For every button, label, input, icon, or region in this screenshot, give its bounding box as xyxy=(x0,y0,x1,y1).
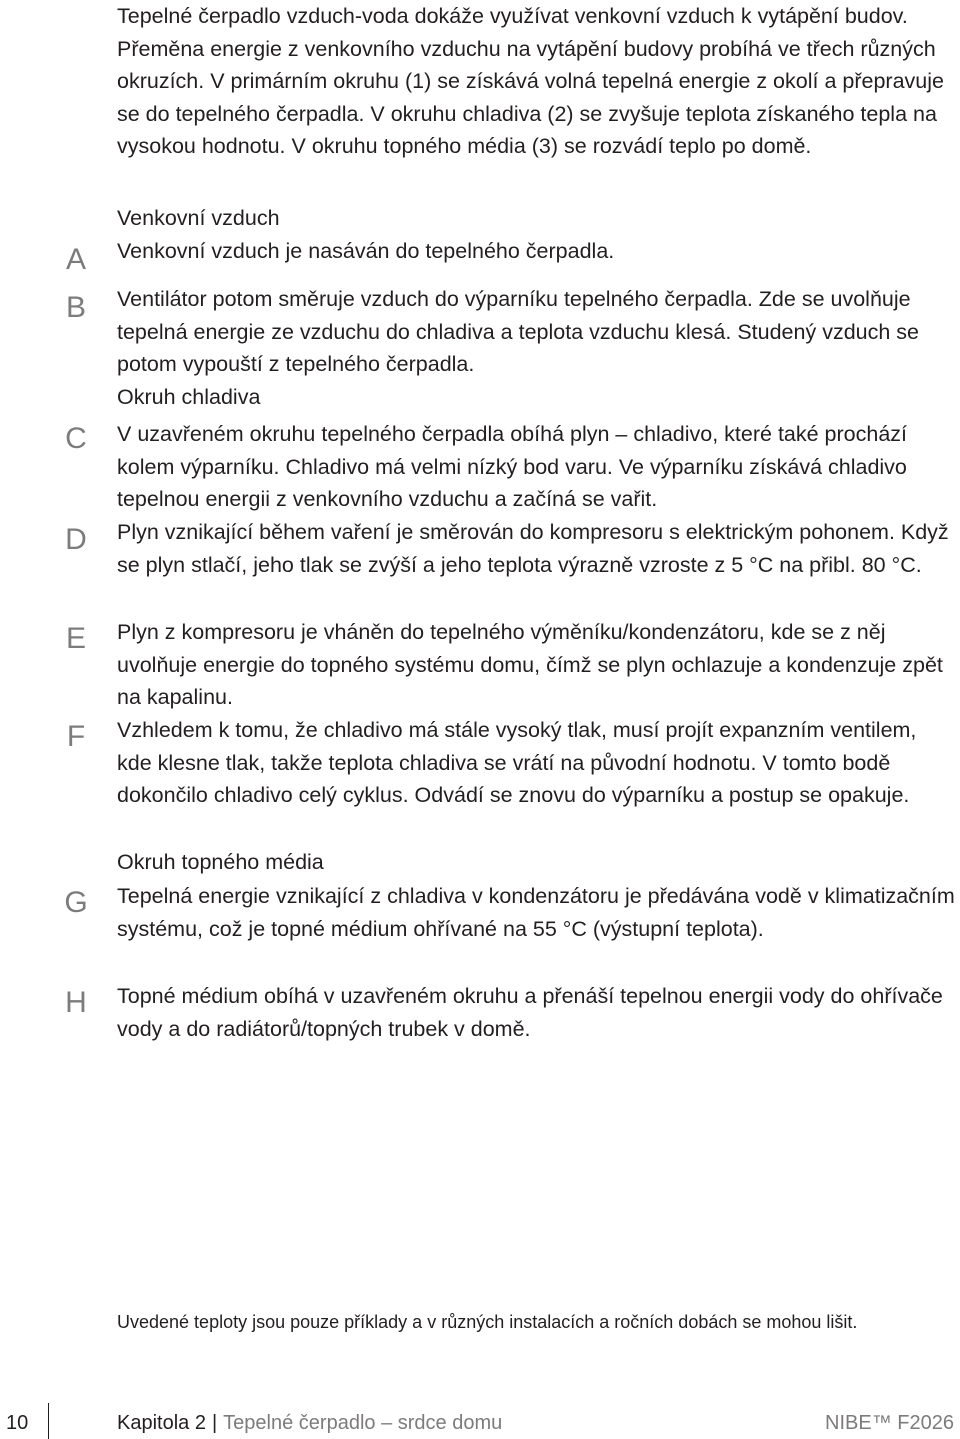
intro-paragraph: Tepelné čerpadlo vzduch-voda dokáže využívat venkovní vzduch k vytápění budov. Přeměna energie z venkovního vzduchu na vytápění budovy probíhá ve třech různých okruzích. V primárním okruhu (1) se získává volná tepelná energie z okolí a přepravuje se do tepelného čerpadla. V okruhu chladiva (2) se zvyšuje teplota získaného tepla na vysokou hodnotu. V okruhu topného média (3) se rozvádí teplo po domě. xyxy=(117,4,944,158)
section-heading-heating-medium-circuit: Okruh topného média xyxy=(117,850,324,874)
marker-b: B xyxy=(65,291,86,324)
section-heading-outdoor-air: Venkovní vzduch xyxy=(117,206,280,230)
page-number: 10 xyxy=(6,1412,29,1434)
chapter-separator: | xyxy=(211,1412,218,1434)
page-footer xyxy=(0,1411,960,1435)
product-name: NIBE™ F2026 xyxy=(825,1412,954,1434)
marker-g: G xyxy=(64,886,88,919)
footnote: Uvedené teploty jsou pouze příklady a v různých instalacích a ročních dobách se mohou lišit. xyxy=(117,1312,858,1332)
marker-h: H xyxy=(65,986,87,1019)
marker-f: F xyxy=(66,720,86,753)
item-f-text: Vzhledem k tomu, že chladivo má stále vysoký tlak, musí projít expanzním ventilem, kde klesne tlak, takže teplota chladiva se vrátí na původní hodnotu. V tomto bodě dokončilo chladivo celý cyklus. Odvádí se znovu do výparníku a postup se opakuje. xyxy=(117,718,917,807)
item-a-text: Venkovní vzduch je nasáván do tepelného čerpadla. xyxy=(117,239,615,263)
footer-divider xyxy=(48,1403,49,1439)
item-h-text: Topné médium obíhá v uzavřeném okruhu a přenáší tepelnou energii vody do ohřívače vody a do radiátorů/topných trubek v domě. xyxy=(117,984,943,1041)
marker-d: D xyxy=(65,523,87,556)
item-e-text: Plyn z kompresoru je vháněn do tepelného výměníku/kondenzátoru, kde se z něj uvolňuje energie do topného systému domu, čímž se plyn ochlazuje a kondenzuje zpět na kapalinu. xyxy=(117,620,943,709)
marker-c: C xyxy=(65,422,87,455)
marker-a: A xyxy=(65,243,86,276)
chapter-number: Kapitola 2 xyxy=(117,1412,206,1434)
item-d-text: Plyn vznikající během vaření je směrován do kompresoru s elektrickým pohonem. Když se plyn stlačí, jeho tlak se zvýší a jeho teplota výrazně vzroste z 5 °C na přibl. 80 °C. xyxy=(117,520,949,577)
section-heading-refrigerant-circuit: Okruh chladiva xyxy=(117,385,261,409)
chapter-title: Tepelné čerpadlo – srdce domu xyxy=(223,1412,503,1434)
item-c-text: V uzavřeném okruhu tepelného čerpadla obíhá plyn – chladivo, které také prochází kolem výparníku. Chladivo má velmi nízký bod varu. Ve výparníku získává chladivo tepelnou energii z venkovního vzduchu a začíná se vařit. xyxy=(117,422,908,511)
item-g-text: Tepelná energie vznikající z chladiva v kondenzátoru je předávána vodě v klimatizačním systému, což je topné médium ohřívané na 55 °C (výstupní teplota). xyxy=(117,884,955,941)
marker-e: E xyxy=(65,622,86,655)
item-b-text: Ventilátor potom směruje vzduch do výparníku tepelného čerpadla. Zde se uvolňuje tepelná energie ze vzduchu do chladiva a teplota vzduchu klesá. Studený vzduch se potom vypouští z tepelného čerpadla. xyxy=(117,287,919,376)
chapter-label xyxy=(117,1411,502,1435)
